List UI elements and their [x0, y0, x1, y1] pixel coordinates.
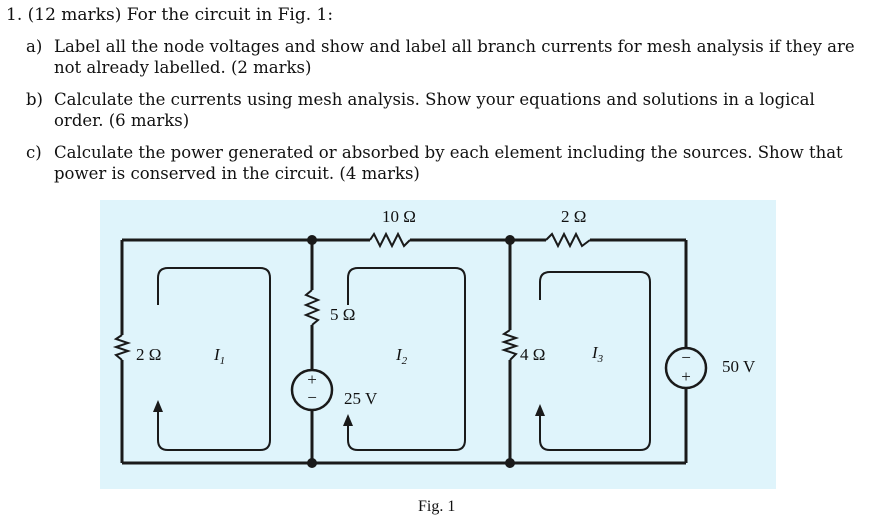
source-50v-minus: −: [681, 348, 691, 367]
label-4-ohm: 4 Ω: [520, 345, 546, 364]
source-25v-plus: +: [307, 370, 317, 389]
voltage-source-25v: [292, 370, 332, 410]
circuit-figure: [100, 200, 776, 489]
label-5-ohm: 5 Ω: [330, 305, 356, 324]
question-title: 1. (12 marks) For the circuit in Fig. 1:: [6, 5, 334, 25]
part-a: [26, 36, 856, 78]
label-2-ohm-top: 2 Ω: [561, 207, 587, 226]
figure-background: [100, 200, 776, 489]
part-b: [26, 89, 856, 131]
node-dot-bottom-mid: [307, 458, 317, 468]
node-dot-top-mid: [307, 235, 317, 245]
voltage-source-50v: [666, 348, 706, 388]
label-mesh-1: $I_1$: [214, 345, 226, 367]
part-b-text: Calculate the currents using mesh analysis. Show your equations and solutions in a logical order. (6 marks): [54, 90, 815, 130]
label-2-ohm-left: 2 Ω: [136, 345, 162, 364]
node-dot-top-right: [505, 235, 515, 245]
label-mesh-3: $I_3$: [592, 343, 604, 365]
source-50v-plus: +: [681, 367, 691, 386]
label-25v: 25 V: [344, 389, 378, 408]
part-c: [26, 142, 856, 184]
label-10-ohm: 10 Ω: [382, 207, 416, 226]
part-c-letter: c): [26, 143, 42, 162]
label-mesh-2: $I_2$: [396, 345, 408, 367]
part-c-text: Calculate the power generated or absorbed by each element including the sources. Show that power is conserved in the circuit. (4 marks): [54, 143, 843, 183]
part-a-text: Label all the node voltages and show and label all branch currents for mesh analysis if they are not already labelled. (2 marks): [54, 37, 855, 77]
node-dot-bottom-right: [505, 458, 515, 468]
figure-caption: Fig. 1: [418, 498, 456, 515]
source-25v-minus: −: [307, 388, 317, 407]
part-a-letter: a): [26, 37, 43, 56]
label-50v: 50 V: [722, 357, 756, 376]
part-b-letter: b): [26, 90, 43, 109]
